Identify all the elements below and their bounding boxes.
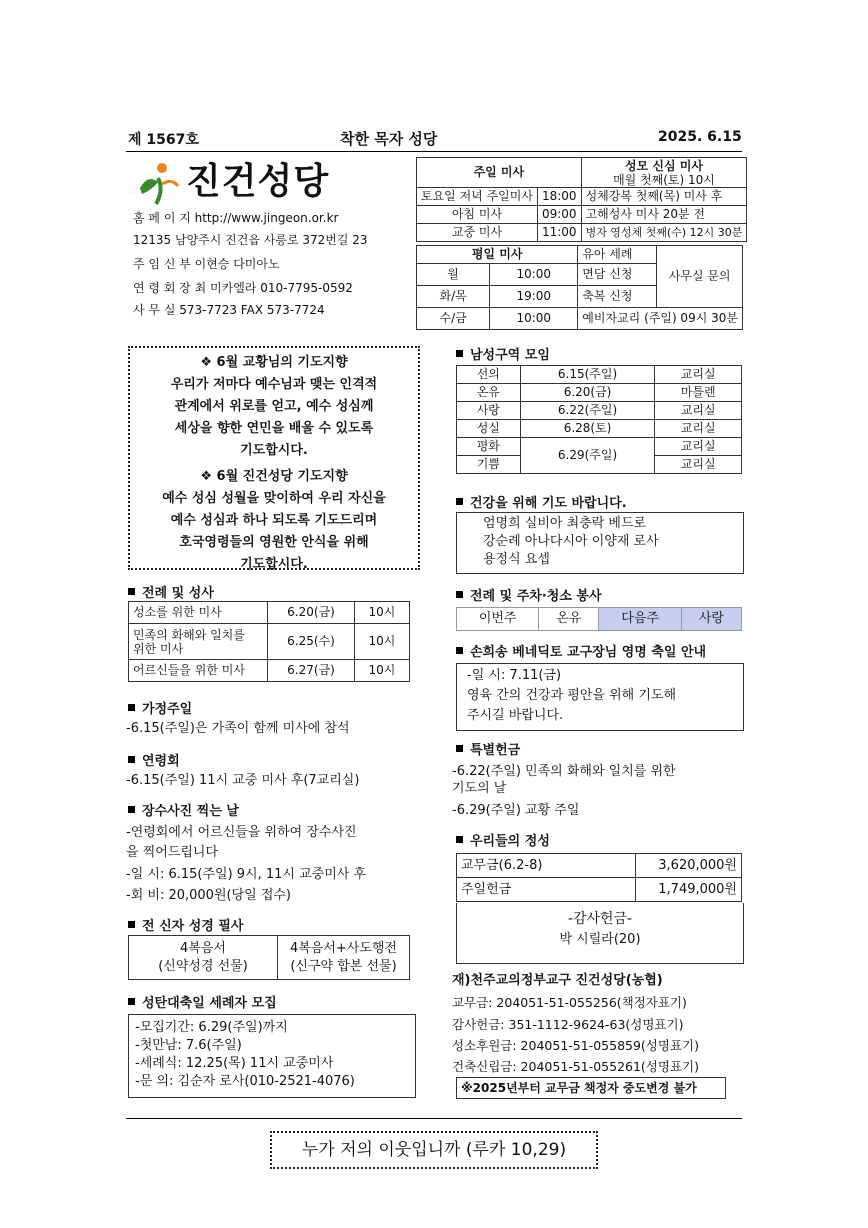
- christmas-baptism-box: [128, 1014, 416, 1098]
- district-place: 교리실: [655, 366, 742, 384]
- special-collection-line: -6.29(주일) 교황 주일: [452, 803, 580, 818]
- health-prayer-line: 엄명희 실비아 최충락 베드로: [483, 516, 647, 531]
- saturday-mass-header: 성모 신심 미사: [625, 158, 703, 173]
- weekday-mass-header: 평일 미사: [417, 246, 578, 264]
- footer-rule: [126, 1118, 742, 1119]
- bank-title: 재)천주교의정부교구 진건성당(농협): [452, 973, 663, 988]
- district-place: 교리실: [655, 438, 742, 456]
- parish-logo: [132, 160, 362, 206]
- district-name: 평화: [457, 438, 521, 456]
- feast-title: 손희송 베네딕토 교구장님 영명 축일 안내: [456, 641, 706, 660]
- weekday-note: 예비자교리 (주일) 09시 30분: [578, 308, 743, 330]
- district-place: 교리실: [655, 456, 742, 474]
- duty-cell-next-week: 다음주: [599, 608, 681, 631]
- longevity-photo-title: 장수사진 찍는 날: [128, 800, 239, 819]
- mass-time: 09:00: [537, 206, 581, 224]
- district-name: 선의: [457, 366, 521, 384]
- logo-text: 진건성당: [186, 161, 330, 202]
- pope-intention-line: 관계에서 위로를 얻고, 예수 성심께: [174, 399, 374, 414]
- liturgy-table: [128, 601, 410, 682]
- bank-notice: ※2025년부터 교무금 책정자 중도변경 불가: [456, 1077, 726, 1099]
- bulletin-date: 2025. 6.15: [658, 129, 742, 145]
- sunday-mass-header: 주일 미사: [417, 158, 582, 188]
- liturgy-date: 6.25(수): [268, 624, 355, 660]
- offering-name: 교무금(6.2-8): [457, 854, 636, 878]
- district-date: 6.20(금): [520, 384, 655, 402]
- mass-note: 병자 영성체 첫째(수) 12시 30분: [581, 224, 747, 242]
- special-collection-line: -6.22(주일) 민족의 화해와 일치를 위한: [452, 764, 676, 779]
- address: 12135 남양주시 진건읍 사릉로 372번길 23: [133, 233, 368, 247]
- prayer-intentions-box: [128, 346, 420, 570]
- homepage-link[interactable]: 홈 페 이 지 http://www.jingeon.or.kr: [133, 211, 339, 225]
- bible-copy-table: [128, 935, 410, 980]
- liturgy-name: 성소를 위한 미사: [129, 602, 268, 624]
- district-name: 사랑: [457, 402, 521, 420]
- bank-line: 성소후원금: 204051-51-055859(성명표기): [452, 1038, 699, 1053]
- bible-copy-left: 4복음서 (신약성경 선물): [129, 936, 278, 980]
- health-prayer-box: [456, 512, 744, 574]
- liturgy-time: 10시: [354, 624, 409, 660]
- district-name: 온유: [457, 384, 521, 402]
- liturgy-time: 10시: [354, 660, 409, 682]
- mass-time: 18:00: [537, 188, 581, 206]
- mass-note: 성체강복 첫째(목) 미사 후: [581, 188, 747, 206]
- pope-intention-line: 우리가 저마다 예수님과 맺는 인격적: [170, 377, 378, 392]
- offering-name: 주일헌금: [457, 878, 636, 902]
- mass-name: 교중 미사: [417, 224, 538, 242]
- weekday-day: 수/금: [417, 308, 490, 330]
- liturgy-section-title: 전례 및 성사: [128, 582, 214, 601]
- longevity-line: 을 찍어드립니다: [126, 845, 219, 860]
- health-prayer-line: 용정식 요셉: [483, 552, 550, 567]
- bible-copy-right: 4복음서+사도행전 (신구약 합본 선물): [278, 936, 410, 980]
- district-date: 6.22(주일): [520, 402, 655, 420]
- baptism-line: -세례식: 12.25(목) 11시 교중미사: [135, 1056, 334, 1071]
- offering-amount: 1,749,000원: [636, 878, 742, 902]
- parish-intention-line: 호국영령들의 영원한 안식을 위해: [179, 535, 369, 550]
- district-date: 6.28(토): [520, 420, 655, 438]
- health-prayer-line: 강순례 아나다시아 이양재 로사: [483, 534, 659, 549]
- header-rule: [126, 151, 742, 152]
- special-collection-line: 기도의 날: [452, 781, 507, 796]
- bank-line: 감사헌금: 351-1112-9624-63(성명표기): [452, 1017, 684, 1032]
- district-meeting-table: [456, 365, 742, 474]
- baptism-line: -모집기간: 6.29(주일)까지: [135, 1020, 288, 1035]
- bank-line: 건축신립금: 204051-51-055261(성명표기): [452, 1059, 699, 1074]
- logo-figure-icon: [132, 160, 182, 206]
- weekday-note: 축복 신청: [578, 286, 657, 308]
- liturgy-name: 민족의 화해와 일치를 위한 미사: [129, 624, 268, 660]
- pastor: 주 임 신 부 이현승 다미아노: [133, 257, 280, 271]
- duty-table: [456, 607, 742, 631]
- thanks-offering-name: 박 시릴라(20): [559, 932, 641, 947]
- parish-intention-line: 예수 성심과 하나 되도록 기도드리며: [170, 513, 378, 528]
- pope-intention-line: 세상을 향한 연민을 배울 수 있도록: [174, 421, 374, 436]
- weekday-time: 10:00: [490, 308, 578, 330]
- bible-copy-title: 전 신자 성경 필사: [128, 915, 243, 934]
- offerings-table: [456, 853, 742, 902]
- family-sunday-text: -6.15(주일)은 가족이 함께 미사에 참석: [126, 721, 350, 736]
- christmas-baptism-title: 성탄대축일 세례자 모집: [128, 992, 277, 1011]
- weekday-time: 19:00: [490, 286, 578, 308]
- parish-intention-line: 예수 성심 성월을 맞이하여 우리 자신을: [162, 491, 386, 506]
- district-place: 교리실: [655, 420, 742, 438]
- baptism-line: -첫만남: 7.6(주일): [135, 1038, 242, 1053]
- district-name: 기쁨: [457, 456, 521, 474]
- mass-schedule-table: [416, 157, 747, 242]
- district-meeting-title: 남성구역 모임: [456, 344, 550, 363]
- longevity-line: -연령회에서 어르신들을 위하여 장수사진: [126, 825, 357, 840]
- weekday-mass-table: [416, 245, 743, 330]
- office-phone: 사 무 실 573-7723 FAX 573-7724: [133, 303, 325, 317]
- yeonryeong-text: -6.15(주일) 11시 교중 미사 후(7교리실): [126, 773, 360, 788]
- family-sunday-title: 가정주일: [128, 698, 192, 717]
- yeonryeong-title: 연령회: [128, 750, 180, 769]
- duty-cell-this-week-group: 온유: [539, 608, 599, 631]
- thanks-offering-box: [456, 903, 744, 964]
- special-collection-title: 특별헌금: [456, 739, 520, 758]
- weekday-day: 화/목: [417, 286, 490, 308]
- feast-line: 주시길 바랍니다.: [467, 708, 564, 723]
- weekday-time: 10:00: [490, 264, 578, 286]
- issue-number: 제 1567호: [128, 132, 199, 148]
- longevity-line: -일 시: 6.15(주일) 9시, 11시 교중미사 후: [126, 867, 367, 882]
- pope-intention-line: 기도합시다.: [240, 443, 308, 458]
- parish-title: 착한 목자 성당: [340, 130, 438, 148]
- liturgy-date: 6.20(금): [268, 602, 355, 624]
- feast-line: 영육 간의 건강과 평안을 위해 기도해: [467, 688, 677, 703]
- district-name: 성실: [457, 420, 521, 438]
- longevity-line: -회 비: 20,000원(당일 접수): [126, 888, 292, 903]
- council-head: 연 령 회 장 최 미카엘라 010-7795-0592: [133, 281, 353, 295]
- bible-verse: 누가 저의 이웃입니까 (루카 10,29): [270, 1131, 598, 1169]
- parish-intention-title: ❖ 6월 진건성당 기도지향: [200, 469, 348, 484]
- pope-intention-title: ❖ 6월 교황님의 기도지향: [200, 355, 348, 370]
- district-place: 마틀렌: [655, 384, 742, 402]
- health-prayer-title: 건강을 위해 기도 바랍니다.: [456, 492, 627, 511]
- duty-cell-next-week-group: 사랑: [681, 608, 741, 631]
- office-inquiry: 사무실 문의: [657, 246, 743, 308]
- feast-line: -일 시: 7.11(금): [467, 668, 562, 683]
- mass-time: 11:00: [537, 224, 581, 242]
- infant-baptism: 유아 세례: [578, 246, 657, 264]
- offering-amount: 3,620,000원: [636, 854, 742, 878]
- thanks-offering-title: -감사헌금-: [567, 911, 633, 927]
- liturgy-name: 어르신들을 위한 미사: [129, 660, 268, 682]
- liturgy-time: 10시: [354, 602, 409, 624]
- mass-name: 아침 미사: [417, 206, 538, 224]
- baptism-line: -문 의: 김순자 로사(010-2521-4076): [135, 1074, 355, 1089]
- district-date: 6.29(주일): [520, 438, 655, 474]
- mass-note: 고해성사 미사 20분 전: [581, 206, 747, 224]
- liturgy-date: 6.27(금): [268, 660, 355, 682]
- parish-intention-line: 기도합시다.: [240, 557, 308, 572]
- district-place: 교리실: [655, 402, 742, 420]
- weekday-note: 면담 신청: [578, 264, 657, 286]
- saturday-mass-cell: [581, 158, 747, 188]
- offerings-title: 우리들의 정성: [456, 830, 550, 849]
- duty-title: 전례 및 주차·청소 봉사: [456, 585, 602, 604]
- feast-box: [456, 663, 744, 731]
- bank-line: 교무금: 204051-51-055256(책정자표기): [452, 995, 687, 1010]
- weekday-day: 월: [417, 264, 490, 286]
- mass-name: 토요일 저녁 주일미사: [417, 188, 538, 206]
- duty-cell-this-week: 이번주: [457, 608, 539, 631]
- district-date: 6.15(주일): [520, 366, 655, 384]
- saturday-mass-sub: 매월 첫째(토) 10시: [613, 172, 715, 187]
